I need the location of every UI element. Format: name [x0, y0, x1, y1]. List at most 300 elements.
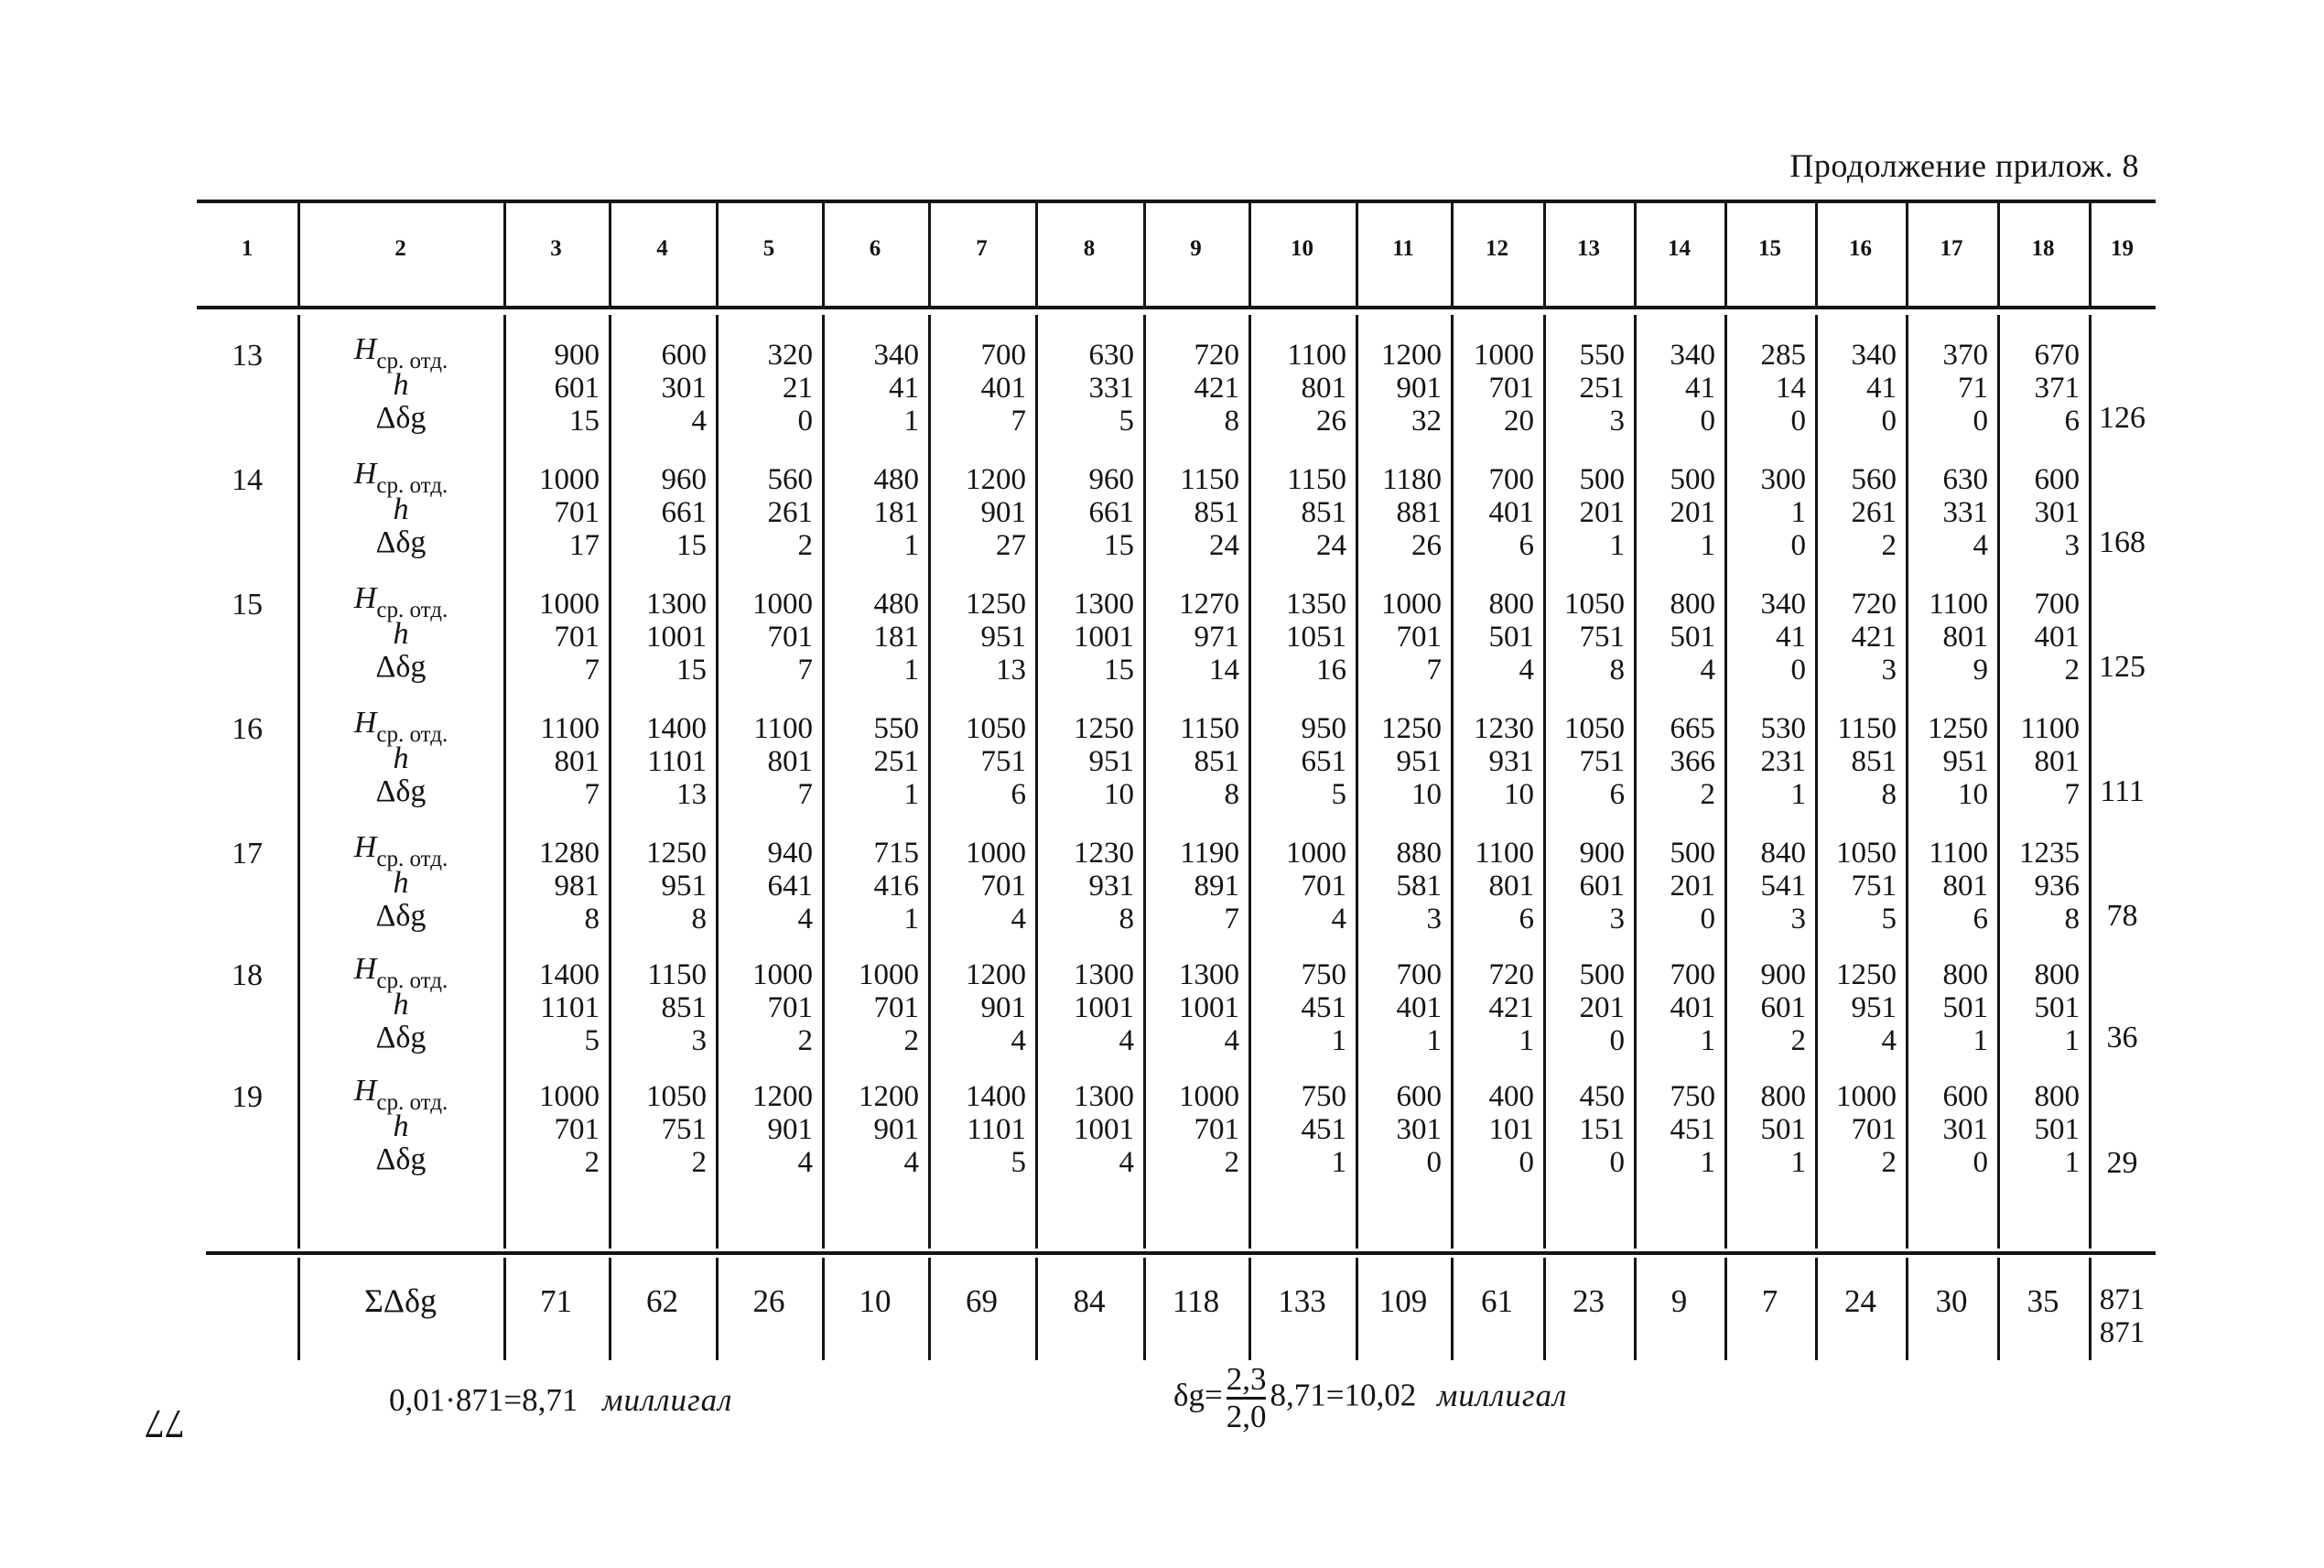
data-cell — [1724, 958, 1806, 1057]
cell-h-mean: 800 — [2034, 958, 2080, 991]
cell-h: 851 — [1301, 496, 1346, 529]
cell-h: 951 — [1396, 745, 1442, 778]
data-cell — [1724, 463, 1806, 562]
column-header: 18 — [2031, 236, 2055, 261]
cell-h-mean: 1200 — [1381, 339, 1442, 372]
cell-delta-g: 2 — [903, 1024, 919, 1057]
data-cell — [1906, 712, 1988, 811]
cell-h-mean: 1100 — [753, 712, 813, 745]
cell-h: 981 — [554, 870, 600, 903]
cell-h-mean: 1100 — [540, 712, 600, 745]
cell-h: 751 — [1579, 745, 1625, 778]
cell-h-mean: 1300 — [1074, 588, 1134, 621]
cell-delta-g: 2 — [691, 1146, 707, 1179]
data-cell — [1906, 588, 1988, 687]
label-h-mean — [300, 1074, 502, 1115]
label-h-mean — [300, 457, 502, 498]
cell-delta-g: 1 — [1790, 1146, 1806, 1179]
cell-delta-g: 0 — [1426, 1146, 1442, 1179]
cell-delta-g: 1 — [1519, 1024, 1534, 1057]
sum-value: 35 — [2027, 1283, 2059, 1319]
cell-h: 801 — [1301, 372, 1346, 405]
cell-delta-g: 0 — [1700, 903, 1715, 935]
cell-h-mean: 750 — [1670, 1080, 1715, 1113]
column-header: 9 — [1190, 236, 1202, 261]
cell-h-mean: 500 — [1670, 837, 1715, 870]
cell-h: 951 — [1942, 745, 1988, 778]
cell-h: 501 — [1488, 621, 1534, 654]
cell-h: 301 — [2034, 496, 2080, 529]
row-label — [300, 831, 502, 933]
cell-h: 901 — [1396, 372, 1442, 405]
cell-delta-g: 1 — [903, 405, 919, 438]
data-cell — [1451, 1080, 1534, 1179]
cell-h-mean: 1000 — [539, 463, 600, 496]
cell-delta-g: 4 — [691, 405, 707, 438]
cell-h: 401 — [1670, 991, 1715, 1024]
cell-h-mean: 1100 — [1475, 837, 1534, 870]
cell-delta-g: 4 — [1881, 1024, 1897, 1057]
cell-delta-g: 15 — [1104, 654, 1134, 687]
cell-h: 951 — [980, 621, 1026, 654]
cell-h: 931 — [1488, 745, 1534, 778]
cell-delta-g: 24 — [1316, 529, 1346, 562]
data-cell — [503, 712, 600, 811]
data-cell — [1356, 958, 1442, 1057]
data-cell — [822, 339, 919, 438]
cell-h: 301 — [661, 372, 707, 405]
data-cell — [928, 463, 1026, 562]
data-cell — [1543, 339, 1625, 438]
cell-h-mean: 1300 — [646, 588, 707, 621]
row-label — [300, 582, 502, 684]
cell-delta-g: 5 — [1119, 405, 1134, 438]
cell-h: 301 — [1396, 1113, 1442, 1146]
cell-h: 851 — [1194, 496, 1239, 529]
data-cell — [1634, 958, 1715, 1057]
data-cell — [1356, 1080, 1442, 1179]
cell-h-mean: 1280 — [539, 837, 600, 870]
cell-delta-g: 1 — [903, 778, 919, 811]
row-label — [300, 707, 502, 808]
cell-h: 601 — [1760, 991, 1806, 1024]
cell-h: 421 — [1851, 621, 1897, 654]
cell-h-mean: 950 — [1301, 712, 1346, 745]
cell-h-mean: 340 — [873, 339, 919, 372]
cell-delta-g: 2 — [1224, 1146, 1239, 1179]
cell-h-mean: 1150 — [1287, 463, 1346, 496]
formula-right-rhs: 8,71=10,02 — [1270, 1377, 1417, 1413]
data-cell — [928, 837, 1026, 935]
cell-delta-g: 7 — [2064, 778, 2080, 811]
cell-h-mean: 600 — [1396, 1080, 1442, 1113]
cell-h-mean: 550 — [873, 712, 919, 745]
cell-delta-g: 7 — [1011, 405, 1026, 438]
cell-h-mean: 1000 — [752, 958, 813, 991]
label-h-subscript: ср. отд. — [376, 473, 449, 498]
cell-h-mean: 500 — [1579, 958, 1625, 991]
data-cell — [1143, 339, 1239, 438]
label-h-symbol: H — [353, 830, 377, 864]
data-cell — [609, 339, 707, 438]
cell-h: 451 — [1301, 1113, 1346, 1146]
cell-delta-g: 10 — [1104, 778, 1134, 811]
cell-h-mean: 1100 — [2020, 712, 2080, 745]
cell-delta-g: 1 — [1426, 1024, 1442, 1057]
data-cell — [822, 463, 919, 562]
cell-delta-g: 1 — [903, 654, 919, 687]
cell-delta-g: 1 — [1973, 1024, 1988, 1057]
cell-h-mean: 1250 — [646, 837, 707, 870]
cell-h-mean: 560 — [1851, 463, 1897, 496]
cell-h-mean: 285 — [1760, 339, 1806, 372]
formula-right-lhs: δg= — [1173, 1377, 1223, 1413]
row-total: 125 — [2099, 650, 2146, 684]
cell-h: 801 — [1942, 870, 1988, 903]
cell-h: 701 — [1851, 1113, 1897, 1146]
data-cell — [1248, 339, 1346, 438]
cell-h-mean: 1050 — [646, 1080, 707, 1113]
cell-h: 801 — [1488, 870, 1534, 903]
cell-h-mean: 715 — [873, 837, 919, 870]
cell-h-mean: 1230 — [1474, 712, 1534, 745]
cell-h: 801 — [554, 745, 600, 778]
data-cell — [822, 588, 919, 687]
data-cell — [716, 958, 813, 1057]
column-header: 12 — [1486, 236, 1508, 261]
cell-h: 371 — [2034, 372, 2080, 405]
data-cell — [1543, 463, 1625, 562]
cell-delta-g: 8 — [1119, 903, 1134, 935]
data-cell — [928, 588, 1026, 687]
label-h: h — [393, 741, 409, 775]
data-cell — [1451, 463, 1534, 562]
rule-top — [197, 200, 2156, 203]
cell-delta-g: 4 — [797, 903, 813, 935]
row-total: 111 — [2100, 774, 2145, 808]
cell-delta-g: 3 — [1609, 903, 1625, 935]
cell-h: 701 — [554, 1113, 600, 1146]
cell-delta-g: 4 — [1519, 654, 1534, 687]
cell-delta-g: 1 — [2064, 1146, 2080, 1179]
data-cell — [716, 837, 813, 935]
cell-h: 421 — [1488, 991, 1534, 1024]
formula-right-unit: миллигал — [1436, 1377, 1568, 1413]
column-header: 5 — [762, 236, 775, 261]
cell-h-mean: 720 — [1194, 339, 1239, 372]
data-cell — [1451, 339, 1534, 438]
row-number: 17 — [232, 837, 263, 871]
cell-delta-g: 8 — [2064, 903, 2080, 935]
data-cell — [1543, 588, 1625, 687]
row-label — [300, 1075, 502, 1176]
cell-h: 14 — [1776, 372, 1806, 405]
cell-h-mean: 1100 — [1287, 339, 1346, 372]
cell-delta-g: 4 — [1331, 903, 1346, 935]
cell-h-mean: 300 — [1760, 463, 1806, 496]
cell-h: 801 — [2034, 745, 2080, 778]
column-header: 2 — [395, 236, 406, 261]
data-cell — [1815, 339, 1897, 438]
label-h-symbol: H — [353, 457, 377, 491]
cell-delta-g: 2 — [1881, 1146, 1897, 1179]
cell-h: 881 — [1396, 496, 1442, 529]
cell-delta-g: 2 — [797, 529, 813, 562]
cell-delta-g: 15 — [569, 405, 600, 438]
cell-h: 931 — [1088, 870, 1134, 903]
data-cell — [1815, 588, 1897, 687]
cell-delta-g: 1 — [2064, 1024, 2080, 1057]
cell-delta-g: 2 — [797, 1024, 813, 1057]
formula-left-unit: миллигал — [602, 1382, 733, 1418]
cell-h: 1001 — [1074, 621, 1134, 654]
data-cell — [1634, 339, 1715, 438]
label-delta-g: Δδg — [375, 774, 427, 808]
data-cell — [1543, 958, 1625, 1057]
cell-h: 41 — [1776, 621, 1806, 654]
cell-delta-g: 0 — [1973, 405, 1988, 438]
column-header: 17 — [1940, 236, 1963, 261]
label-h-mean — [300, 332, 502, 373]
label-h-subscript: ср. отд. — [376, 349, 449, 373]
label-h: h — [393, 492, 409, 526]
cell-h-mean: 960 — [1088, 463, 1134, 496]
cell-h: 751 — [1579, 621, 1625, 654]
formula-fraction — [1227, 1362, 1267, 1434]
column-header: 14 — [1668, 236, 1691, 261]
cell-h: 101 — [1488, 1113, 1534, 1146]
sum-value: 118 — [1172, 1283, 1220, 1319]
sum-value: 133 — [1278, 1283, 1326, 1319]
data-cell — [1997, 463, 2080, 562]
cell-h: 181 — [873, 621, 919, 654]
data-cell — [1997, 837, 2080, 935]
cell-h: 901 — [873, 1113, 919, 1146]
cell-h-mean: 1050 — [1564, 712, 1625, 745]
column-header: 4 — [656, 236, 668, 261]
cell-h: 366 — [1670, 745, 1715, 778]
cell-h: 201 — [1579, 991, 1625, 1024]
cell-h-mean: 900 — [1579, 837, 1625, 870]
column-header: 19 — [2111, 236, 2134, 261]
cell-delta-g: 2 — [1790, 1024, 1806, 1057]
data-cell — [928, 339, 1026, 438]
cell-h: 971 — [1194, 621, 1239, 654]
cell-h-mean: 1000 — [539, 1080, 600, 1113]
data-cell — [716, 1080, 813, 1179]
cell-h-mean: 1000 — [859, 958, 919, 991]
data-cell — [1451, 588, 1534, 687]
data-cell — [1035, 463, 1134, 562]
cell-delta-g: 4 — [1119, 1024, 1134, 1057]
cell-delta-g: 5 — [1011, 1146, 1026, 1179]
cell-delta-g: 16 — [1316, 654, 1346, 687]
label-h: h — [393, 617, 409, 651]
cell-h: 851 — [1194, 745, 1239, 778]
data-cell — [1035, 837, 1134, 935]
cell-delta-g: 3 — [1609, 405, 1625, 438]
cell-h-mean: 1000 — [1836, 1080, 1897, 1113]
column-header: 7 — [976, 236, 988, 261]
label-h: h — [393, 988, 409, 1022]
cell-h: 1001 — [1074, 1113, 1134, 1146]
cell-delta-g: 3 — [2064, 529, 2080, 562]
data-cell — [1906, 463, 1988, 562]
fraction-numerator: 2,3 — [1227, 1362, 1267, 1400]
data-cell — [1543, 1080, 1625, 1179]
cell-h-mean: 720 — [1488, 958, 1534, 991]
data-cell — [609, 837, 707, 935]
sum-value: 71 — [540, 1283, 572, 1319]
data-cell — [1906, 1080, 1988, 1179]
row-number: 14 — [232, 463, 263, 497]
cell-h-mean: 340 — [1851, 339, 1897, 372]
data-cell — [1248, 837, 1346, 935]
cell-h: 401 — [2034, 621, 2080, 654]
cell-h: 801 — [1942, 621, 1988, 654]
cell-h: 601 — [554, 372, 600, 405]
data-cell — [1035, 958, 1134, 1057]
sum-value: 84 — [1073, 1283, 1106, 1319]
label-h-symbol: H — [353, 332, 377, 366]
cell-delta-g: 0 — [797, 405, 813, 438]
data-cell — [1451, 837, 1534, 935]
cell-delta-g: 1 — [903, 903, 919, 935]
column-header: 16 — [1849, 236, 1872, 261]
formula-right — [1173, 1362, 1567, 1434]
data-cell — [1724, 712, 1806, 811]
formula-left-expr: 0,01·871=8,71 — [389, 1382, 578, 1418]
cell-h-mean: 1200 — [966, 958, 1026, 991]
label-h-mean — [300, 706, 502, 747]
label-h-subscript: ср. отд. — [376, 968, 449, 993]
label-h-symbol: H — [353, 952, 377, 986]
cell-h-mean: 1200 — [752, 1080, 813, 1113]
cell-h: 251 — [873, 745, 919, 778]
cell-h-mean: 1235 — [2019, 837, 2080, 870]
sum-value: 23 — [1573, 1283, 1605, 1319]
row-label — [300, 333, 502, 435]
cell-h-mean: 800 — [1670, 588, 1715, 621]
cell-h: 71 — [1958, 372, 1988, 405]
rule-body-bottom — [206, 1251, 2156, 1255]
column-header: 10 — [1291, 236, 1313, 261]
cell-delta-g: 0 — [1790, 654, 1806, 687]
label-h-symbol: H — [353, 706, 377, 740]
fraction-denominator: 2,0 — [1226, 1399, 1267, 1434]
cell-h: 401 — [1396, 991, 1442, 1024]
data-cell — [1997, 588, 2080, 687]
cell-h-mean: 1000 — [1474, 339, 1534, 372]
cell-h-mean: 630 — [1942, 463, 1988, 496]
cell-delta-g: 0 — [1790, 405, 1806, 438]
cell-h-mean: 1190 — [1180, 837, 1239, 870]
cell-h: 701 — [873, 991, 919, 1024]
data-cell — [1634, 837, 1715, 935]
data-cell — [1815, 1080, 1897, 1179]
data-cell — [1997, 1080, 2080, 1179]
data-cell — [609, 712, 707, 811]
cell-h: 891 — [1194, 870, 1239, 903]
cell-h-mean: 1230 — [1074, 837, 1134, 870]
cell-h-mean: 1250 — [1074, 712, 1134, 745]
column-header: 1 — [241, 236, 254, 261]
data-cell — [822, 837, 919, 935]
label-h: h — [393, 866, 409, 900]
cell-delta-g: 1 — [1609, 529, 1625, 562]
cell-h-mean: 1150 — [1180, 463, 1239, 496]
cell-delta-g: 4 — [1011, 903, 1026, 935]
cell-h-mean: 1400 — [966, 1080, 1026, 1113]
data-cell — [716, 712, 813, 811]
formula-left — [389, 1382, 732, 1419]
cell-delta-g: 13 — [996, 654, 1026, 687]
cell-h: 201 — [1670, 496, 1715, 529]
cell-delta-g: 9 — [1973, 654, 1988, 687]
cell-delta-g: 1 — [903, 529, 919, 562]
cell-h: 701 — [980, 870, 1026, 903]
cell-delta-g: 3 — [1790, 903, 1806, 935]
cell-delta-g: 2 — [1881, 529, 1897, 562]
cell-delta-g: 26 — [1316, 405, 1346, 438]
cell-h: 301 — [1942, 1113, 1988, 1146]
cell-delta-g: 1 — [1331, 1146, 1346, 1179]
cell-h: 501 — [1942, 991, 1988, 1024]
cell-h: 261 — [1851, 496, 1897, 529]
cell-h-mean: 500 — [1670, 463, 1715, 496]
cell-h-mean: 900 — [1760, 958, 1806, 991]
cell-h-mean: 1150 — [1837, 712, 1897, 745]
cell-h-mean: 1000 — [966, 837, 1026, 870]
column-header: 13 — [1577, 236, 1600, 261]
cell-h: 701 — [554, 621, 600, 654]
data-cell — [1724, 339, 1806, 438]
data-cell — [503, 958, 600, 1057]
cell-h: 581 — [1396, 870, 1442, 903]
data-cell — [1451, 958, 1534, 1057]
cell-h: 751 — [980, 745, 1026, 778]
label-h-mean — [300, 952, 502, 993]
sum-value: 62 — [646, 1283, 678, 1319]
cell-delta-g: 4 — [903, 1146, 919, 1179]
cell-h-mean: 800 — [1942, 958, 1988, 991]
cell-h: 701 — [1194, 1113, 1239, 1146]
cell-delta-g: 0 — [1609, 1146, 1625, 1179]
cell-h-mean: 1350 — [1286, 588, 1346, 621]
row-number: 15 — [232, 588, 263, 622]
sum-value: 26 — [752, 1283, 785, 1319]
cell-delta-g: 7 — [584, 654, 600, 687]
data-cell — [1543, 837, 1625, 935]
sum-value: 24 — [1844, 1283, 1876, 1319]
cell-h-mean: 450 — [1579, 1080, 1625, 1113]
cell-h-mean: 1100 — [1929, 837, 1988, 870]
cell-h: 1101 — [647, 745, 707, 778]
cell-h-mean: 665 — [1670, 712, 1715, 745]
cell-h-mean: 550 — [1579, 339, 1625, 372]
data-cell — [1143, 837, 1239, 935]
cell-h: 421 — [1194, 372, 1239, 405]
cell-delta-g: 10 — [1504, 778, 1534, 811]
column-header: 8 — [1083, 236, 1096, 261]
cell-h-mean: 1400 — [646, 712, 707, 745]
data-cell — [1815, 463, 1897, 562]
cell-h: 201 — [1670, 870, 1715, 903]
data-cell — [1724, 588, 1806, 687]
cell-delta-g: 0 — [1609, 1024, 1625, 1057]
cell-h: 181 — [873, 496, 919, 529]
cell-delta-g: 5 — [584, 1024, 600, 1057]
